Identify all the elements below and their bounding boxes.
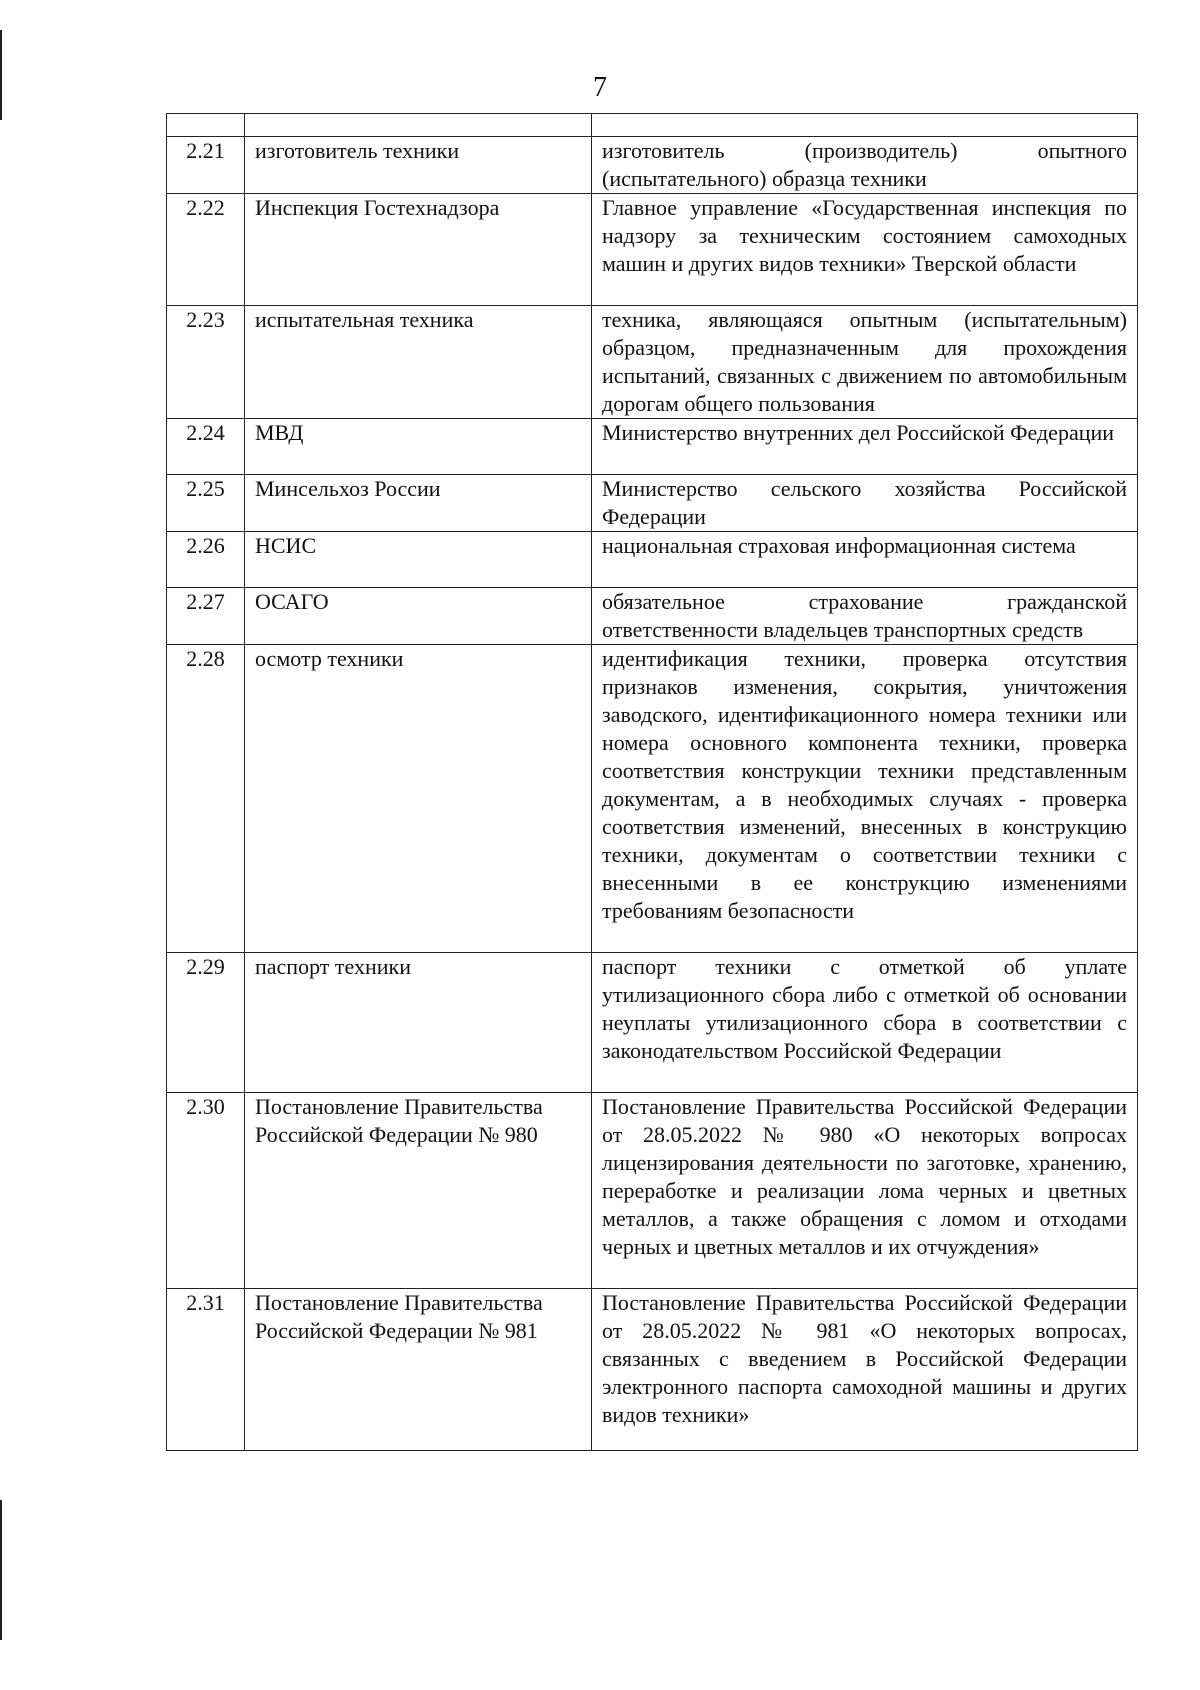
row-definition: обязательное страхование гражданской ответственности владельцев транспортных средств xyxy=(592,588,1138,645)
row-definition: идентификация техники, проверка отсутствия признаков изменения, сокрытия, уничтожения заводского, идентификационного номера техники или номера основного компонента техники, проверка соответствия конструкции техники представленным документам, а в необходимых случаях - проверка соответствия изменений, внесенных в конструкцию техники, документам о соответствии техники с внесенными в ее конструкцию изменениями требованиям безопасности xyxy=(592,645,1138,953)
row-number: 2.29 xyxy=(167,953,245,1093)
table-header-row xyxy=(167,114,1138,137)
table-row xyxy=(167,194,1138,306)
row-number: 2.25 xyxy=(167,475,245,532)
row-term: Минсельхоз России xyxy=(245,475,592,532)
header-cell xyxy=(592,114,1138,137)
table-row xyxy=(167,475,1138,532)
row-definition: паспорт техники с отметкой об уплате утилизационного сбора либо с отметкой об основании неуплаты утилизационного сбора в соответствии с законодательством Российской Федерации xyxy=(592,953,1138,1093)
row-term: паспорт техники xyxy=(245,953,592,1093)
table-row xyxy=(167,1289,1138,1451)
table-row xyxy=(167,1093,1138,1289)
row-term: изготовитель техники xyxy=(245,137,592,194)
row-number: 2.24 xyxy=(167,419,245,475)
page-number: 7 xyxy=(593,72,607,103)
row-number: 2.23 xyxy=(167,306,245,419)
table-row xyxy=(167,953,1138,1093)
row-definition: техника, являющаяся опытным (испытательным) образцом, предназначенным для прохождения испытаний, связанных с движением по автомобильным дорогам общего пользования xyxy=(592,306,1138,419)
row-term: МВД xyxy=(245,419,592,475)
row-term: Постановление Правительства Российской Федерации № 980 xyxy=(245,1093,592,1289)
row-number: 2.22 xyxy=(167,194,245,306)
row-definition: Главное управление «Государственная инспекция по надзору за техническим состоянием самоходных машин и других видов техники» Тверской области xyxy=(592,194,1138,306)
row-term: осмотр техники xyxy=(245,645,592,953)
row-number: 2.31 xyxy=(167,1289,245,1451)
row-term: Постановление Правительства Российской Федерации № 981 xyxy=(245,1289,592,1451)
table-row xyxy=(167,645,1138,953)
scan-edge-mark xyxy=(0,1500,2,1640)
definitions-table xyxy=(166,113,1138,1451)
row-definition: Постановление Правительства Российской Федерации от 28.05.2022 № 980 «О некоторых вопросах лицензирования деятельности по заготовке, хранению, переработке и реализации лома черных и цветных металлов, а также обращения с ломом и отходами черных и цветных металлов и их отчуждения» xyxy=(592,1093,1138,1289)
header-cell xyxy=(245,114,592,137)
table-row xyxy=(167,588,1138,645)
header-cell xyxy=(167,114,245,137)
row-definition: Министерство внутренних дел Российской Федерации xyxy=(592,419,1138,475)
row-number: 2.27 xyxy=(167,588,245,645)
table-row xyxy=(167,532,1138,588)
row-number: 2.21 xyxy=(167,137,245,194)
row-term: испытательная техника xyxy=(245,306,592,419)
table-row xyxy=(167,137,1138,194)
row-definition: национальная страховая информационная система xyxy=(592,532,1138,588)
row-term: ОСАГО xyxy=(245,588,592,645)
row-number: 2.26 xyxy=(167,532,245,588)
row-definition: Министерство сельского хозяйства Российской Федерации xyxy=(592,475,1138,532)
row-definition: изготовитель (производитель) опытного (испытательного) образца техники xyxy=(592,137,1138,194)
row-number: 2.30 xyxy=(167,1093,245,1289)
row-definition: Постановление Правительства Российской Федерации от 28.05.2022 № 981 «О некоторых вопросах, связанных с введением в Российской Федерации электронного паспорта самоходной машины и других видов техники» xyxy=(592,1289,1138,1451)
table-row xyxy=(167,419,1138,475)
row-number: 2.28 xyxy=(167,645,245,953)
row-term: Инспекция Гостехнадзора xyxy=(245,194,592,306)
table-row xyxy=(167,306,1138,419)
row-term: НСИС xyxy=(245,532,592,588)
